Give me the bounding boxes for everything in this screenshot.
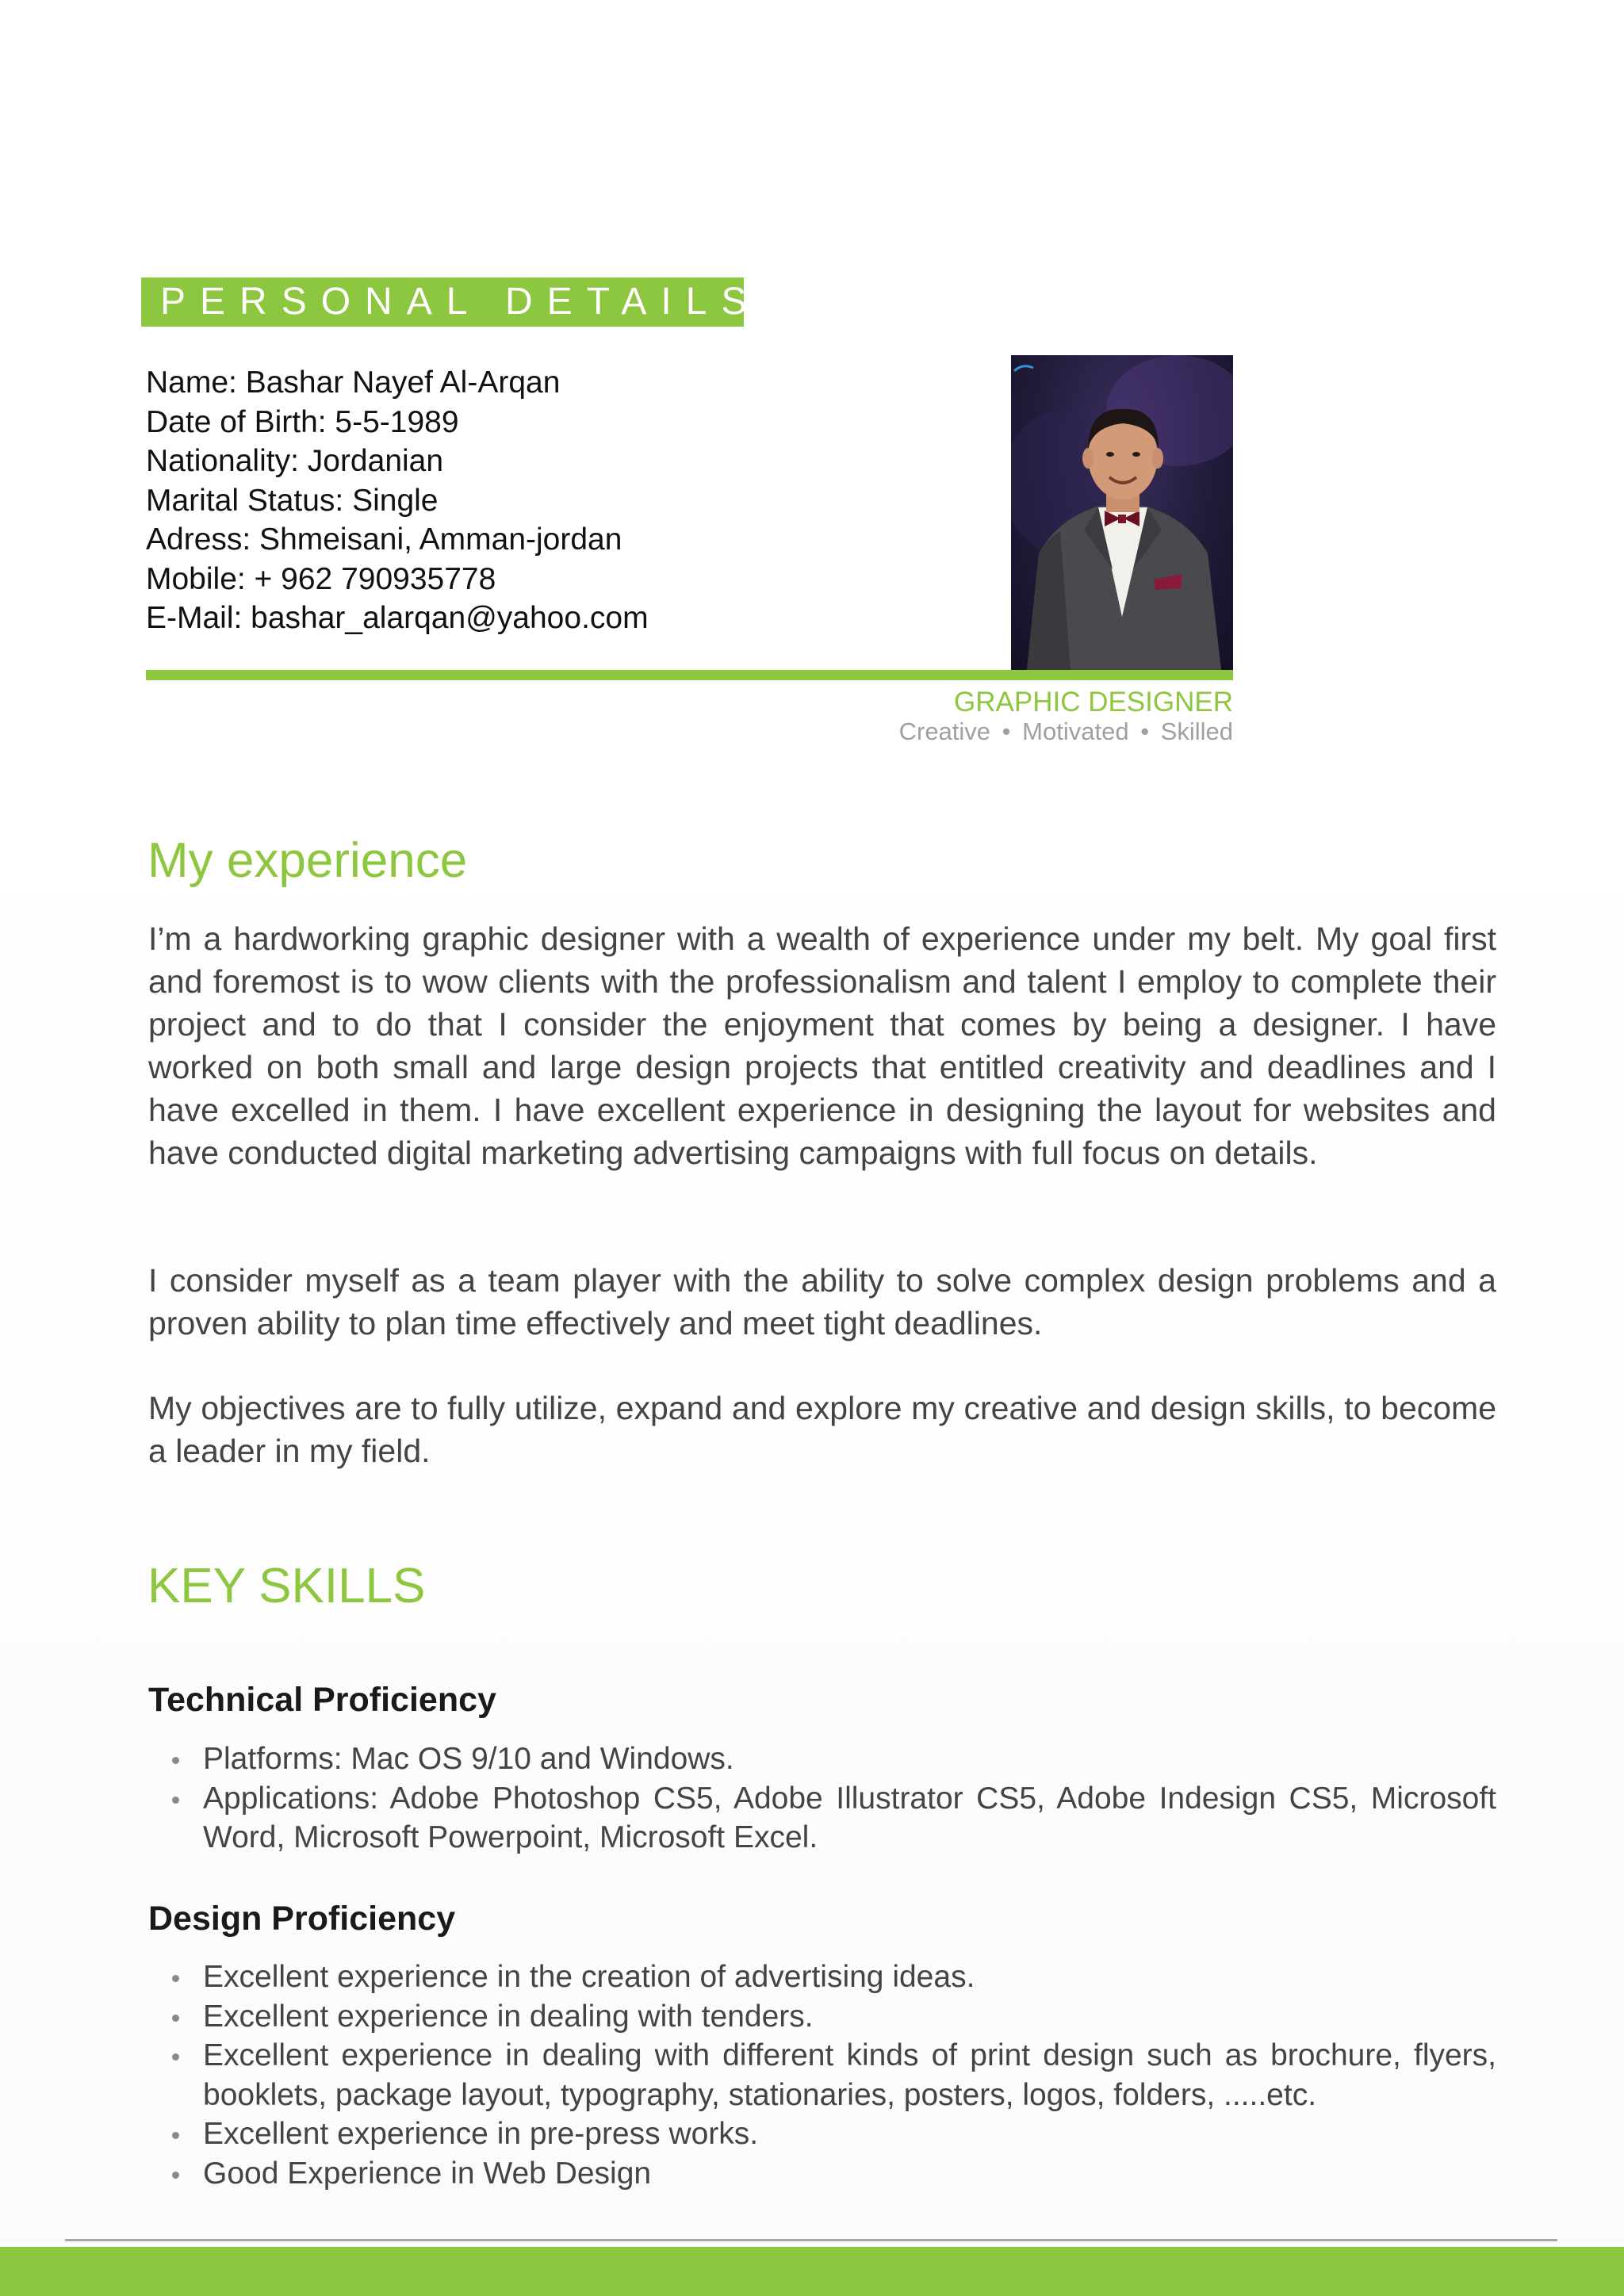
list-item — [148, 2036, 1496, 2114]
detail-address: Adress: Shmeisani, Amman-jordan — [146, 522, 622, 557]
detail-email: E-Mail: bashar_alarqan@yahoo.com — [146, 601, 649, 635]
detail-date-of-birth: Date of Birth: 5-5-1989 — [146, 404, 459, 439]
role-tag-motivated: Motivated — [1022, 718, 1129, 745]
list-item-text: Excellent experience in dealing with different kinds of print design such as brochure, flyers, booklets, package layout, typography, stationaries, posters, logos, folders, .....etc. — [203, 2038, 1496, 2112]
technical-proficiency-list — [148, 1739, 1496, 1858]
experience-paragraph-1: I’m a hardworking graphic designer with a wealth of experience under my belt. My goal first and foremost is to wow clients with the professionalism and talent I employ to complete their project and to do that I consider the enjoyment that comes by being a designer. I have worked on both small and large design projects that entitled creativity and deadlines and I have excelled in them. I have excellent experience in designing the layout for websites and have conducted digital marketing advertising campaigns with full focus on details. — [148, 920, 1496, 1171]
technical-proficiency-heading: Technical Proficiency — [148, 1681, 496, 1719]
bullet-icon — [172, 2053, 179, 2061]
bullet-icon — [172, 2132, 179, 2139]
detail-mobile: Mobile: + 962 790935778 — [146, 561, 496, 596]
role-tag-separator: • — [1002, 718, 1011, 745]
bullet-icon — [172, 1975, 179, 1982]
role-title: GRAPHIC DESIGNER — [954, 687, 1233, 718]
role-tag-creative: Creative — [898, 718, 991, 745]
bullet-icon — [172, 2172, 179, 2179]
footer-bar — [0, 2247, 1624, 2296]
detail-name: Name: Bashar Nayef Al-Arqan — [146, 365, 561, 400]
list-item-text: Good Experience in Web Design — [203, 2156, 652, 2191]
list-item-text: Applications: Adobe Photoshop CS5, Adobe Illustrator CS5, Adobe Indesign CS5, Microsoft Word, Microsoft Powerpoint, Microsoft Excel. — [203, 1781, 1496, 1854]
personal-details-heading: PERSONAL DETAILS — [141, 277, 744, 327]
footer-divider — [65, 2239, 1557, 2241]
list-item — [148, 1779, 1496, 1858]
list-item — [148, 1997, 1496, 2037]
list-item-text: Excellent experience in pre-press works. — [203, 2117, 759, 2151]
experience-paragraph-2: I consider myself as a team player with the ability to solve complex design problems and a proven ability to plan time effectively and meet tight deadlines. — [148, 1262, 1496, 1341]
detail-marital-status: Marital Status: Single — [146, 483, 439, 518]
list-item-text: Excellent experience in dealing with tenders. — [203, 1999, 814, 2034]
role-tag-separator: • — [1140, 718, 1150, 745]
list-item — [148, 1739, 1496, 1779]
personal-details-list — [146, 363, 979, 638]
header-divider — [146, 670, 1233, 680]
key-skills-heading: KEY SKILLS — [147, 1559, 426, 1613]
experience-heading: My experience — [147, 833, 468, 888]
list-item — [148, 2114, 1496, 2154]
role-tag-skilled: Skilled — [1160, 718, 1233, 745]
list-item — [148, 2154, 1496, 2194]
list-item-text: Platforms: Mac OS 9/10 and Windows. — [203, 1742, 734, 1776]
detail-nationality: Nationality: Jordanian — [146, 444, 444, 478]
design-proficiency-list — [148, 1957, 1496, 2193]
list-item — [148, 1957, 1496, 1997]
role-tags — [899, 718, 1233, 746]
design-proficiency-heading: Design Proficiency — [148, 1900, 456, 1938]
bullet-icon — [172, 2015, 179, 2022]
experience-paragraph-3: My objectives are to fully utilize, expand and explore my creative and design skills, to become a leader in my field. — [148, 1390, 1496, 1469]
bullet-icon — [172, 1757, 179, 1764]
portrait-photo-icon — [1011, 355, 1233, 670]
list-item-text: Excellent experience in the creation of advertising ideas. — [203, 1960, 975, 1994]
profile-photo — [1011, 355, 1233, 670]
bullet-icon — [172, 1797, 179, 1804]
